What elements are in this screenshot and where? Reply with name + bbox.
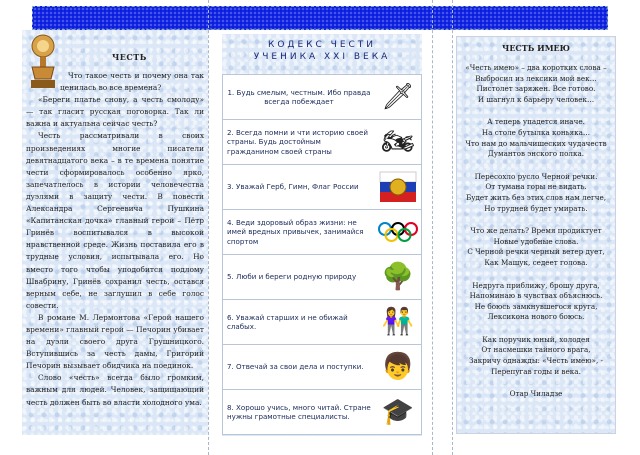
paragraph: Что такое честь и почему она так ценилась во все времена? (60, 71, 204, 93)
motorcycle-icon: 🏍 (381, 127, 415, 157)
left-text (26, 70, 204, 409)
stanza (457, 63, 615, 105)
coat-of-arms-icon (375, 167, 421, 207)
poem-line: Пистолет заряжен. Все готово. (476, 84, 596, 94)
poem (457, 63, 615, 377)
poem-line: Что нам до мальчишеских чудачеств (465, 138, 607, 148)
poem-line: Новые удобные слова. (493, 236, 579, 246)
knight-icon: 🗡 (381, 82, 415, 112)
middle-panel (222, 34, 422, 436)
stanza (457, 172, 615, 214)
rule-text: 3. Уважай Герб, Гимн, Флаг России (227, 182, 359, 192)
poem-line: Как поручик юный, холодея (482, 334, 590, 344)
rule-item (222, 344, 422, 389)
poem-line: Что же делать? Время продиктует (470, 226, 602, 236)
cartoon-boy-icon: 👦 (381, 352, 415, 382)
poem-line: И шагнул к барьеру человек… (477, 94, 595, 104)
children-icon: 👫 (381, 307, 415, 337)
poem-line: «Честь имею» – два коротких слова – (465, 63, 607, 72)
paragraph: В романе М. Лермонтова «Герой нашего времени» главный герой — Печорин убивает на дуэли своего друга Грушницкого. Вступившись за честь дамы, Григорий Печорин вызывает обидчика на поединок. (26, 312, 204, 371)
rule-item (222, 389, 422, 435)
stanza (457, 226, 615, 268)
poem-line: Выбросил из лексики мой век… (475, 73, 597, 83)
rule-text: 8. Хорошо учись, много читай. Стране нужны грамотные специалисты. (227, 402, 371, 421)
stanza (457, 281, 615, 323)
nature-icon: 🌳 (381, 262, 415, 292)
stanza (457, 335, 615, 377)
poem-line: А теперь упадется иначе. (487, 117, 585, 127)
left-panel (22, 30, 208, 435)
poem-line: От насмешки тайного врага, (481, 345, 591, 355)
poem-line: С Черной речки черный ветер дует, (467, 247, 605, 257)
code-title: КОДЕКС ЧЕСТИ (267, 40, 377, 50)
right-panel (456, 36, 616, 434)
poem-line: Будет жить без этих слов нам легче, (465, 192, 607, 202)
left-heading: ЧЕСТЬ (112, 52, 147, 62)
rule-item (222, 164, 422, 209)
poem-line: Думантов энского полка. (487, 149, 585, 159)
rule-item (222, 254, 422, 299)
poem-line: Напоминаю в чувствах объяснюсь. (469, 291, 603, 301)
graduation-cap-icon: 🎓 (381, 397, 415, 427)
fold-guide (432, 0, 433, 455)
paragraph: «Береги платье снову, а честь смолоду» — так гласит русская поговорка. Так ли важна и актуальна сейчас честь? (26, 95, 204, 129)
poem-line: Лексикона нового боюсь. (487, 312, 585, 322)
paragraph: Слово «честь» всегда было громким, важным для людей. Человек, защищающий честь должен быть во власти холодного ума. (26, 373, 204, 407)
poem-line: Недруга приближу, брошу друга, (472, 280, 600, 290)
poem-author: Отар Чиладзе (509, 389, 563, 399)
rule-text: 6. Уважай старших и не обижай слабых. (227, 312, 348, 331)
poem-line: На столе бутылка коньяка… (481, 127, 591, 137)
rule-item (222, 209, 422, 254)
rule-text: 2. Всегда помни и чти историю своей страны. Будь достойным гражданином своей страны (227, 128, 368, 156)
rule-item (222, 74, 422, 119)
poem-line: От тумана горы не видать. (485, 182, 587, 192)
olympic-rings-icon (375, 212, 421, 252)
rule-text: 7. Отвечай за свои дела и поступки. (227, 362, 364, 372)
rule-item (222, 299, 422, 344)
rule-text: 1. Будь смелым, честным. Ибо правда всегда побеждает (227, 87, 371, 106)
poem-line: Перепугав годы и века. (491, 366, 581, 376)
rules-list (222, 74, 422, 435)
fold-guide (208, 0, 209, 455)
poem-line: Но трудней будет умирать. (484, 203, 588, 213)
rule-item (222, 119, 422, 164)
poem-line: Пересохло русло Черной речки. (474, 171, 598, 181)
code-subtitle: УЧЕНИКА XXI ВЕКА (253, 52, 391, 62)
poem-line: Не боюсь замкнувшегося круга, (474, 301, 598, 311)
paragraph: Честь рассматривали в своих произведениях многие писатели девятнадцатого века – в те времена понятие чести сформировалось особенно ярко, запечатлелось в истории человечества дуэлями в защиту чести. В повести Александра Сергеевича Пушкина «Капитанская дочка» главный герой – Пётр Гринёв воспитывался в высокой нравственной среде. Жизнь поставила его в трудные условия, испытывала его. Но вместо того чтобы уподобится подлому Швабрину, Гринёв сохранил честь, остався верным себе, не заглушил в себе голос совести. (26, 131, 204, 310)
poem-line: Как Машук, седеет голова. (484, 257, 588, 267)
rule-text: 5. Люби и береги родную природу (227, 272, 357, 282)
poem-title: ЧЕСТЬ ИМЕЮ (502, 43, 570, 53)
top-banner (32, 6, 608, 30)
fold-guide (452, 0, 453, 455)
stanza (457, 117, 615, 159)
poem-line: Закричу однажды: «Честь имею», - (469, 356, 603, 366)
rule-text: 4. Веди здоровый образ жизни: не имей вредных привычек, занимайся спортом (227, 218, 364, 246)
